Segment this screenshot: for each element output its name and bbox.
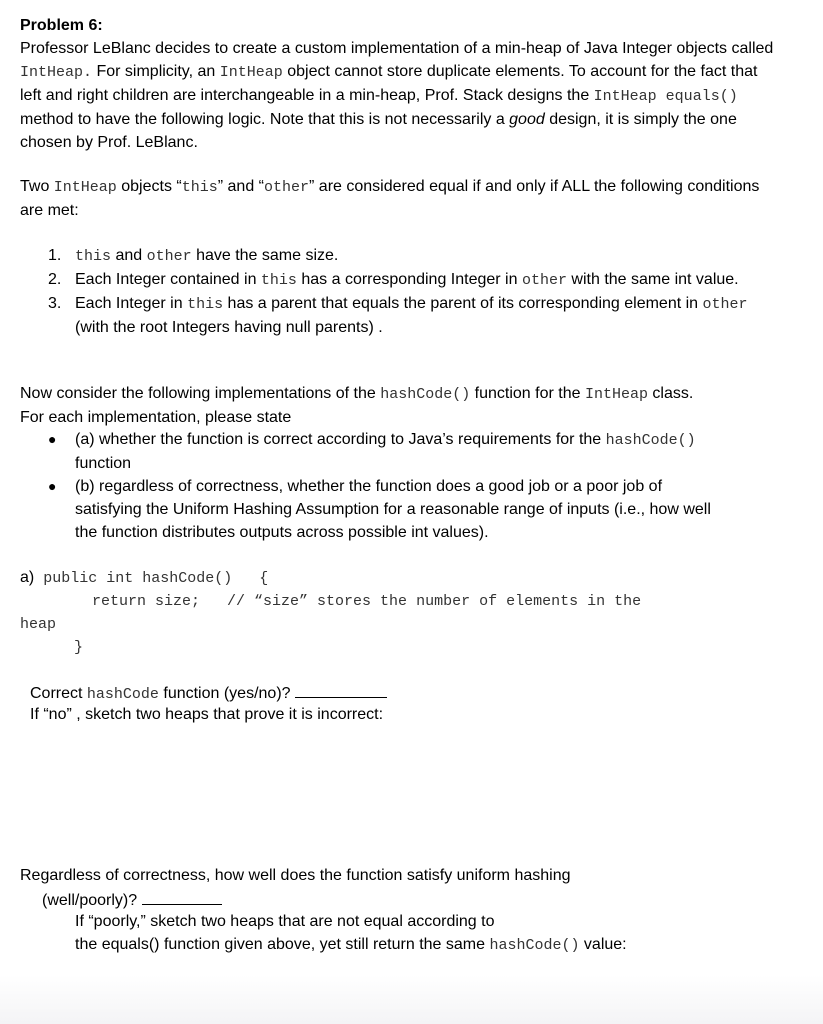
uniform-question-2 bbox=[42, 887, 222, 912]
page-bottom-edge bbox=[0, 975, 823, 1024]
hashcode-code: hashCode bbox=[86, 686, 159, 703]
requirement-item bbox=[48, 428, 728, 475]
code-line: heap bbox=[20, 616, 57, 633]
intro-text: Professor LeBlanc decides to create a custom implementation of a min-heap of Java Integer bbox=[20, 40, 672, 57]
bullet-icon: ● bbox=[48, 431, 57, 447]
intro-text: For simplicity, an bbox=[92, 63, 220, 80]
this-code: this bbox=[75, 248, 112, 265]
requirement-text: (a) whether the function is correct according to Java’s requirements for the bbox=[75, 431, 606, 448]
condition-text: (with the root Integers having null parents) . bbox=[75, 319, 383, 336]
intro-code: IntHeap. bbox=[20, 64, 93, 81]
requirement-item bbox=[48, 475, 728, 544]
condition-text: have the same size. bbox=[191, 247, 339, 264]
condition-number: 3. bbox=[48, 295, 62, 312]
other-code: other bbox=[702, 296, 748, 313]
intheap-code: IntHeap bbox=[53, 179, 117, 196]
intro-text: To account for the fact that left and right children are interchangeable in a min-heap, Prof. Stack designs the bbox=[20, 63, 758, 104]
other-code: other bbox=[264, 179, 310, 196]
requirement-text: function bbox=[75, 455, 132, 472]
intro-code: IntHeap bbox=[219, 64, 283, 81]
consider-text: class. For each implementation, please state bbox=[20, 385, 694, 426]
equality-text: ” and “ bbox=[217, 178, 264, 195]
this-code: this bbox=[187, 296, 224, 313]
other-code: other bbox=[146, 248, 192, 265]
condition-text: has a corresponding Integer in bbox=[296, 271, 522, 288]
condition-number: 1. bbox=[48, 247, 62, 264]
consider-text: Now consider the following implementations of the bbox=[20, 385, 381, 402]
this-code: this bbox=[260, 272, 297, 289]
hashcode-code: hashCode() bbox=[605, 432, 696, 449]
intro-text: good bbox=[509, 111, 545, 128]
condition-text: and bbox=[111, 247, 147, 264]
condition-item bbox=[48, 268, 748, 292]
uniform-followup-1: If “poorly,” sketch two heaps that are not equal according to bbox=[75, 913, 495, 930]
condition-text: Each Integer in bbox=[75, 295, 188, 312]
uniform-followup-2 bbox=[75, 933, 627, 957]
bullet-icon: ● bbox=[48, 478, 57, 494]
question-text: (well/poorly)? bbox=[42, 892, 142, 909]
intro-text: objects called bbox=[671, 40, 774, 57]
conditions-list bbox=[48, 244, 748, 339]
hashcode-code: hashCode() bbox=[489, 937, 580, 954]
question-text: value: bbox=[579, 936, 627, 953]
this-code: this bbox=[181, 179, 218, 196]
consider-text: function for the bbox=[470, 385, 585, 402]
intheap-code: IntHeap bbox=[584, 386, 648, 403]
question-text: function (yes/no)? bbox=[158, 685, 295, 702]
condition-text: with the same int value. bbox=[566, 271, 739, 288]
correctness-followup: If “no” , sketch two heaps that prove it is incorrect: bbox=[30, 706, 384, 723]
intro-code: IntHeap equals() bbox=[593, 88, 738, 105]
code-line: } bbox=[20, 639, 84, 656]
uniform-question: Regardless of correctness, how well does the function satisfy uniform hashing bbox=[20, 867, 571, 884]
question-text: the equals() function given above, yet still return the same bbox=[75, 936, 490, 953]
question-text: Correct bbox=[30, 685, 87, 702]
condition-text: Each Integer contained in bbox=[75, 271, 261, 288]
condition-item bbox=[48, 292, 748, 339]
hashcode-code: hashCode() bbox=[380, 386, 471, 403]
code-line: public int hashCode() { bbox=[34, 570, 269, 587]
consider-paragraph bbox=[20, 382, 720, 429]
problem-intro bbox=[20, 37, 780, 154]
answer-blank[interactable] bbox=[142, 887, 222, 905]
intro-text: method to have the following logic. Note that this is not necessarily a bbox=[20, 111, 510, 128]
condition-number: 2. bbox=[48, 271, 62, 288]
part-a-label: a) bbox=[20, 569, 35, 586]
condition-text: has a parent that equals the parent of its corresponding element in bbox=[223, 295, 703, 312]
equality-text: Two bbox=[20, 178, 54, 195]
equality-text: objects “ bbox=[116, 178, 182, 195]
code-line: return size; // “size” stores the number of elements in the bbox=[20, 593, 642, 610]
answer-blank[interactable] bbox=[295, 680, 387, 698]
condition-item bbox=[48, 244, 748, 268]
code-block-a bbox=[20, 566, 810, 659]
intro-text: object cannot store duplicate elements. bbox=[282, 63, 565, 80]
equality-intro bbox=[20, 175, 780, 222]
requirement-text: (b) regardless of correctness, whether the function does a good job or a poor job of satisfying the Uniform Hashing Assumption for a reasonable range of inputs (i.e., how well the function distributes outputs across possible int values). bbox=[75, 478, 711, 541]
equality-text: ” are considered equal if and only if ALL the following conditions are met: bbox=[20, 178, 760, 219]
requirements-list bbox=[48, 428, 728, 544]
other-code: other bbox=[521, 272, 567, 289]
intro-text: design, it is simply the one chosen by Prof. LeBlanc. bbox=[20, 111, 737, 151]
problem-title: Problem 6: bbox=[20, 17, 103, 34]
